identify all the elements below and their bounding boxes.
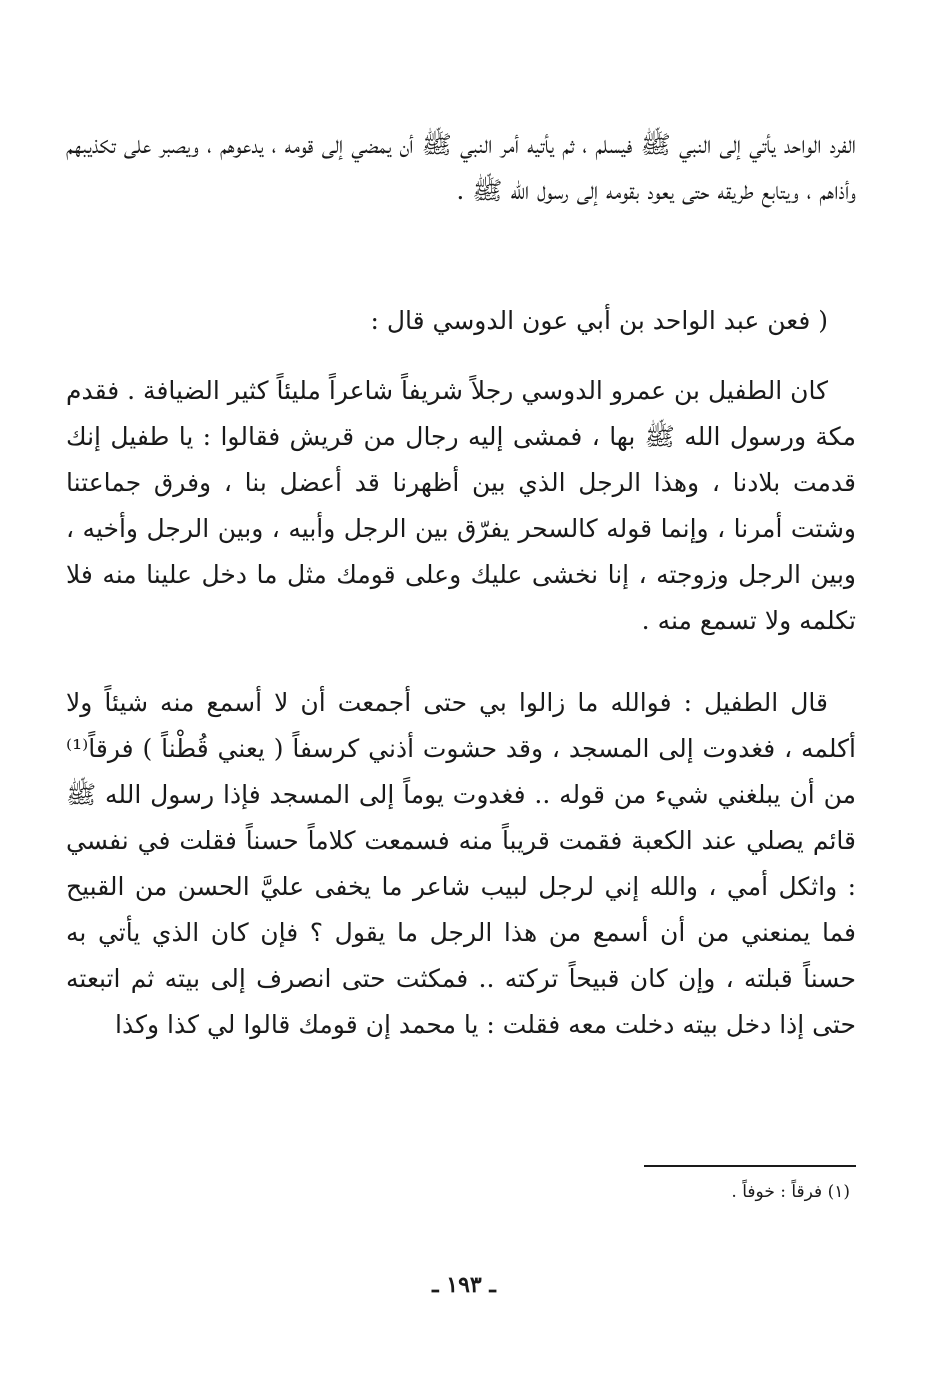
footnote-divider — [644, 1165, 856, 1167]
paragraph-text: قال الطفيل : فوالله ما زالوا بي حتى أجمعت أن لا أسمع منه شيئاً ولا أكلمه ، فغدوت إلى المسجد ، وقد حشوت أذني كرسفاً ( يعني قُطْناً ) فرقاً⁽¹⁾ من أن يبلغني شيء من قوله .. فغدوت يوماً إلى المسجد فإذا رسول الله ﷺ قائم يصلي عند الكعبة فقمت قريباً منه فسمعت كلاماً حسناً فقلت في نفسي : واثكل أمي ، والله إني لرجل لبيب شاعر ما يخفى عليَّ الحسن من القبيح فما يمنعني من أن أسمع من هذا الرجل ما يقول ؟ فإن كان الذي يأتي به حسناً قبلته ، وإن كان قبيحاً تركته .. فمكثت حتى انصرف إلى بيته ثم اتبعته حتى إذا دخل بيته دخلت معه فقلت : يا محمد إن قومك قالوا لي كذا وكذا — [66, 688, 856, 1039]
paragraph-tufayl-speech — [66, 680, 856, 1048]
paragraph-text: الفرد الواحد يأتي إلى النبي ﷺ فيسلم ، ثم يأتيه أمر النبي ﷺ أن يمضي إلى قومه ، يدعوهم ، ويصبر على تكذيبهم وأذاهم ، ويتابع طريقه حتى يعود بقومه إلى رسول الله ﷺ . — [66, 130, 856, 205]
footnote: (١) فرقاً : خوفاً . — [731, 1182, 850, 1202]
page-number: ـ ١٩٣ ـ — [432, 1272, 496, 1298]
paragraph-narration-chain — [66, 298, 856, 344]
paragraph-text: كان الطفيل بن عمرو الدوسي رجلاً شريفاً شاعراً مليئاً كثير الضيافة . فقدم مكة ورسول الله ﷺ بها ، فمشى إليه رجال من قريش فقالوا : يا طفيل إنك قدمت بلادنا ، وهذا الرجل الذي بين أظهرنا قد أعضل بنا ، وفرق جماعتنا وشتت أمرنا ، وإنما قوله كالسحر يفرّق بين الرجل وأبيه ، وبين الرجل وأخيه ، وبين الرجل وزوجته ، إنا نخشى عليك وعلى قومك مثل ما دخل علينا منه فلا تكلمه ولا تسمع منه . — [66, 376, 856, 635]
paragraph-intro — [66, 122, 856, 214]
paragraph-text: ( فعن عبد الواحد بن أبي عون الدوسي قال : — [370, 306, 828, 335]
paragraph-tufayl-story — [66, 368, 856, 644]
